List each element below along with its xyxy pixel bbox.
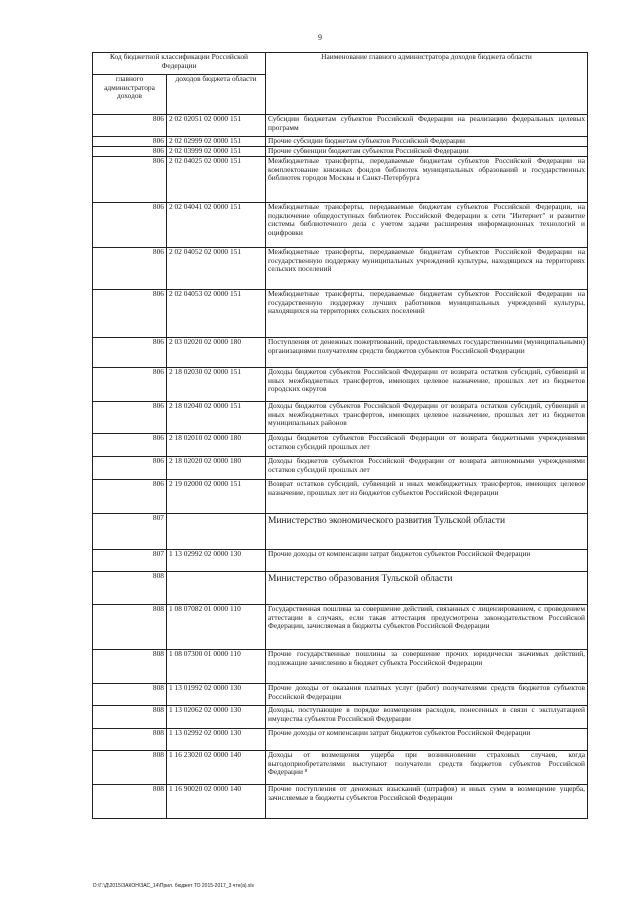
budget-code-cell: 2 02 04052 02 0000 151 <box>167 248 266 290</box>
description-cell: Доходы бюджетов субъектов Российской Федерации от возврата автономными учреждениями остатков субсидий прошлых лет <box>266 457 588 480</box>
table-row <box>93 729 588 751</box>
budget-code-cell <box>167 572 266 605</box>
table-row <box>93 550 588 572</box>
admin-code-cell: 806 <box>93 434 167 457</box>
table-row <box>93 457 588 480</box>
description-cell: Межбюджетные трансферты, передаваемые бюджетам субъектов Российской Федерации на комплектование книжных фондов библиотек муниципальных образований и государственных библиотек городов Москвы и Санкт-Петербурга <box>266 157 588 203</box>
description-cell: Прочие доходы от компенсации затрат бюджетов субъектов Российской Федерации <box>266 729 588 751</box>
budget-code-cell <box>167 514 266 550</box>
budget-code-cell: 2 02 04053 02 0000 151 <box>167 290 266 338</box>
admin-code-cell: 808 <box>93 729 167 751</box>
admin-code-cell: 806 <box>93 203 167 248</box>
budget-code-cell: 2 02 04041 02 0000 151 <box>167 203 266 248</box>
description-cell: Межбюджетные трансферты, передаваемые бюджетам субъектов Российской Федерации на государственную поддержку муниципальных учреждений культуры, находящихся на территориях сельских поселений <box>266 248 588 290</box>
budget-code-cell: 2 02 02999 02 0000 151 <box>167 137 266 147</box>
table-row <box>93 115 588 137</box>
table-row <box>93 785 588 819</box>
budget-code-cell: 2 02 04025 02 0000 151 <box>167 157 266 203</box>
budget-code-cell: 1 13 02992 02 0000 130 <box>167 729 266 751</box>
admin-code-cell: 806 <box>93 147 167 157</box>
admin-code-cell: 806 <box>93 338 167 368</box>
page-number: 9 <box>318 33 322 42</box>
description-cell: Государственная пошлина за совершение действий, связанных с лицензированием, с проведением аттестации в случаях, если такая аттестация предусмотрена законодательством Российской Федерации, зачисляемая в бюджеты субъектов Российской Федерации <box>266 605 588 650</box>
description-cell: Министерство образования Тульской области <box>266 572 588 605</box>
admin-code-cell: 806 <box>93 157 167 203</box>
budget-revenue-table <box>92 52 588 819</box>
admin-code-cell: 806 <box>93 480 167 514</box>
budget-code-cell: 2 02 02051 02 0000 151 <box>167 115 266 137</box>
table-row <box>93 147 588 157</box>
ministry-heading-row <box>93 514 588 550</box>
table-row <box>93 706 588 729</box>
description-cell: Доходы бюджетов субъектов Российской Федерации от возврата бюджетными учреждениями остатков субсидий прошлых лет <box>266 434 588 457</box>
table-row <box>93 157 588 203</box>
budget-code-cell: 1 16 23020 02 0000 140 <box>167 751 266 785</box>
admin-code-cell: 808 <box>93 785 167 819</box>
table-row <box>93 338 588 368</box>
budget-code-cell: 1 08 07082 01 0000 110 <box>167 605 266 650</box>
income-column-header: доходов бюджета области <box>167 75 266 115</box>
admin-code-cell: 806 <box>93 368 167 402</box>
description-cell: Поступления от денежных пожертвований, предоставляемых государственными (муниципальными) организациями получателям средств бюджетов субъектов Российской Федерации <box>266 338 588 368</box>
admin-code-cell: 807 <box>93 514 167 550</box>
table-row <box>93 684 588 706</box>
table-row <box>93 203 588 248</box>
admin-code-cell: 808 <box>93 706 167 729</box>
budget-code-cell: 1 13 01992 02 0000 130 <box>167 684 266 706</box>
description-cell: Доходы от возмещения ущерба при возникновении страховых случаев, когда выгодоприобретателями выступают получатели средств бюджетов субъектов Российской Федерации ⁸ <box>266 751 588 785</box>
budget-code-cell: 1 16 90020 02 0000 140 <box>167 785 266 819</box>
description-cell: Прочие поступления от денежных взысканий (штрафов) и иных сумм в возмещение ущерба, зачисляемые в бюджеты субъектов Российской Федерации <box>266 785 588 819</box>
admin-column-header: главного администратора доходов <box>93 75 167 115</box>
budget-code-cell: 2 18 02030 02 0000 151 <box>167 368 266 402</box>
admin-code-cell: 806 <box>93 402 167 434</box>
admin-code-cell: 808 <box>93 650 167 684</box>
budget-code-cell: 1 13 02062 02 0000 130 <box>167 706 266 729</box>
budget-code-cell: 2 18 02010 02 0000 180 <box>167 434 266 457</box>
description-cell: Прочие государственные пошлины за совершение прочих юридически значимых действий, подлежащие зачислению в бюджет субъекта Российской Федерации <box>266 650 588 684</box>
table-row <box>93 751 588 785</box>
table-row <box>93 290 588 338</box>
table-body <box>93 115 588 819</box>
file-path-footer: D:\Г:\Д\2015\ЗАКОН\ЗАС_14\Прил. бюджет ТО 2015-2017_3 чтн(а).xls <box>93 883 255 889</box>
admin-code-cell: 806 <box>93 248 167 290</box>
description-cell: Министерство экономического развития Тульской области <box>266 514 588 550</box>
name-column-header: Наименование главного администратора доходов бюджета области <box>266 53 588 115</box>
admin-code-cell: 808 <box>93 572 167 605</box>
description-cell: Доходы бюджетов субъектов Российской Федерации от возврата остатков субсидий, субвенций и иных межбюджетных трансфертов, имеющих целевое назначение, прошлых лет из бюджетов муниципальных районов <box>266 402 588 434</box>
description-cell: Доходы бюджетов субъектов Российской Федерации от возврата остатков субсидий, субвенций и иных межбюджетных трансфертов, имеющих целевое назначение, прошлых лет из бюджетов городских округов <box>266 368 588 402</box>
budget-code-cell: 2 02 03999 02 0000 151 <box>167 147 266 157</box>
budget-code-cell: 1 08 07300 01 0000 110 <box>167 650 266 684</box>
budget-code-cell: 2 03 02020 02 0000 180 <box>167 338 266 368</box>
budget-code-cell: 2 18 02020 02 0000 180 <box>167 457 266 480</box>
admin-code-cell: 806 <box>93 457 167 480</box>
admin-code-cell: 808 <box>93 605 167 650</box>
budget-code-cell: 2 19 02000 02 0000 151 <box>167 480 266 514</box>
table-row <box>93 480 588 514</box>
description-cell: Прочие субвенции бюджетам субъектов Российской Федерации <box>266 147 588 157</box>
admin-code-cell: 808 <box>93 684 167 706</box>
budget-code-cell: 2 18 02040 02 0000 151 <box>167 402 266 434</box>
description-cell: Прочие доходы от оказания платных услуг (работ) получателями средств бюджетов субъектов Российской Федерации <box>266 684 588 706</box>
table-row <box>93 605 588 650</box>
table-row <box>93 402 588 434</box>
admin-code-cell: 806 <box>93 115 167 137</box>
code-group-header: Код бюджетной классификации Российской Федерации <box>93 53 266 75</box>
budget-code-cell: 1 13 02992 02 0000 130 <box>167 550 266 572</box>
table-row <box>93 368 588 402</box>
table-row <box>93 434 588 457</box>
description-cell: Доходы, поступающие в порядке возмещения расходов, понесенных в связи с эксплуатацией имущества субъектов Российской Федерации <box>266 706 588 729</box>
admin-code-cell: 806 <box>93 290 167 338</box>
description-cell: Прочие субсидии бюджетам субъектов Российской Федерации <box>266 137 588 147</box>
table-row <box>93 137 588 147</box>
description-cell: Возврат остатков субсидий, субвенций и иных межбюджетных трансфертов, имеющих целевое назначение, прошлых лет из бюджетов субъектов Российской Федерации <box>266 480 588 514</box>
table-row <box>93 248 588 290</box>
admin-code-cell: 807 <box>93 550 167 572</box>
table-row <box>93 650 588 684</box>
ministry-heading-row <box>93 572 588 605</box>
admin-code-cell: 806 <box>93 137 167 147</box>
description-cell: Прочие доходы от компенсации затрат бюджетов субъектов Российской Федерации <box>266 550 588 572</box>
description-cell: Межбюджетные трансферты, передаваемые бюджетам субъектов Российской Федерации, на подключение общедоступных библиотек Российской Федерации к сети "Интернет" и развитие системы библиотечного дела с учетом задачи расширения информационных технологий и оцифровки <box>266 203 588 248</box>
admin-code-cell: 808 <box>93 751 167 785</box>
description-cell: Межбюджетные трансферты, передаваемые бюджетам субъектов Российской Федерации на государственную поддержку лучших работников муниципальных учреждений культуры, находящихся на территориях сельских поселений <box>266 290 588 338</box>
description-cell: Субсидии бюджетам субъектов Российской Федерации на реализацию федеральных целевых программ <box>266 115 588 137</box>
